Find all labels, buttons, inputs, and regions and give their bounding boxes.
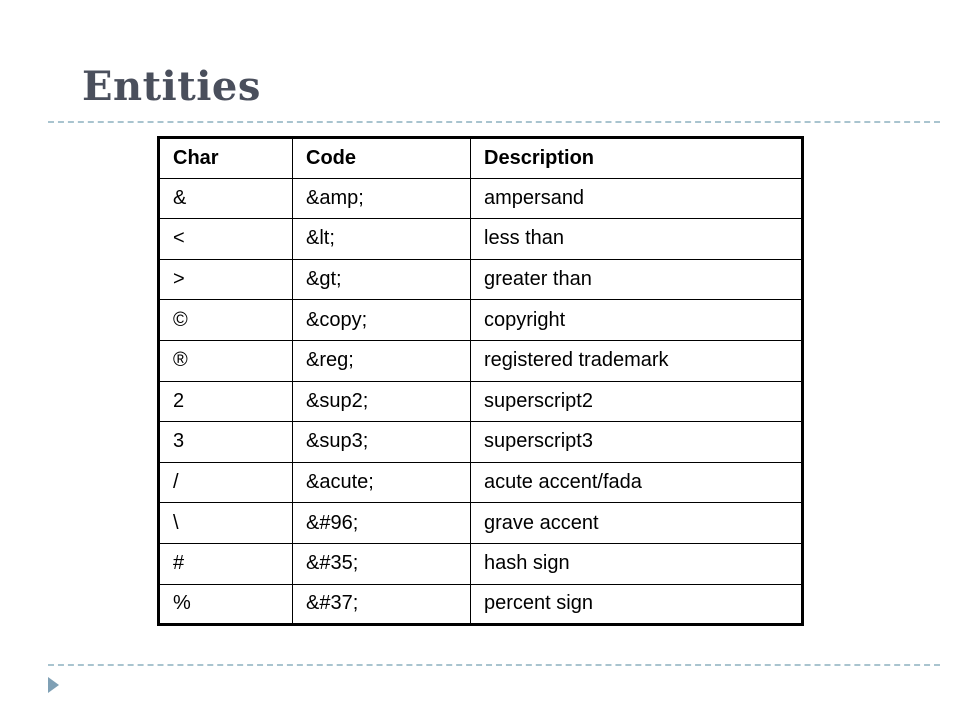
- cell-code: &amp;: [293, 178, 471, 219]
- cell-char: 2: [159, 381, 293, 422]
- table-row: [159, 503, 803, 544]
- cell-description: copyright: [471, 300, 803, 341]
- table-row: [159, 340, 803, 381]
- table-header-row: [159, 138, 803, 179]
- cell-description: superscript3: [471, 422, 803, 463]
- triangle-right-icon: [48, 677, 59, 693]
- cell-code: &lt;: [293, 219, 471, 260]
- cell-code: &#37;: [293, 584, 471, 625]
- cell-code: &reg;: [293, 340, 471, 381]
- bottom-divider: [48, 664, 940, 666]
- table-row: [159, 219, 803, 260]
- table-row: [159, 300, 803, 341]
- cell-char: #: [159, 543, 293, 584]
- cell-description: superscript2: [471, 381, 803, 422]
- slide-title: Entities: [82, 63, 261, 110]
- cell-char: >: [159, 259, 293, 300]
- cell-code: &#96;: [293, 503, 471, 544]
- cell-description: less than: [471, 219, 803, 260]
- cell-description: hash sign: [471, 543, 803, 584]
- cell-char: ®: [159, 340, 293, 381]
- header-code: Code: [293, 138, 471, 179]
- table-row: [159, 422, 803, 463]
- cell-char: <: [159, 219, 293, 260]
- cell-char: \: [159, 503, 293, 544]
- header-char: Char: [159, 138, 293, 179]
- cell-code: &sup2;: [293, 381, 471, 422]
- cell-char: 3: [159, 422, 293, 463]
- cell-description: registered trademark: [471, 340, 803, 381]
- cell-char: ©: [159, 300, 293, 341]
- table-row: [159, 462, 803, 503]
- table-row: [159, 381, 803, 422]
- cell-description: acute accent/fada: [471, 462, 803, 503]
- header-description: Description: [471, 138, 803, 179]
- cell-code: &acute;: [293, 462, 471, 503]
- cell-description: percent sign: [471, 584, 803, 625]
- cell-description: greater than: [471, 259, 803, 300]
- cell-code: &gt;: [293, 259, 471, 300]
- table-row: [159, 584, 803, 625]
- cell-char: %: [159, 584, 293, 625]
- cell-char: &: [159, 178, 293, 219]
- table-row: [159, 259, 803, 300]
- cell-description: ampersand: [471, 178, 803, 219]
- top-divider: [48, 121, 940, 123]
- entities-table: [157, 136, 804, 626]
- table-row: [159, 543, 803, 584]
- cell-description: grave accent: [471, 503, 803, 544]
- cell-code: &copy;: [293, 300, 471, 341]
- cell-code: &#35;: [293, 543, 471, 584]
- table-row: [159, 178, 803, 219]
- cell-code: &sup3;: [293, 422, 471, 463]
- cell-char: /: [159, 462, 293, 503]
